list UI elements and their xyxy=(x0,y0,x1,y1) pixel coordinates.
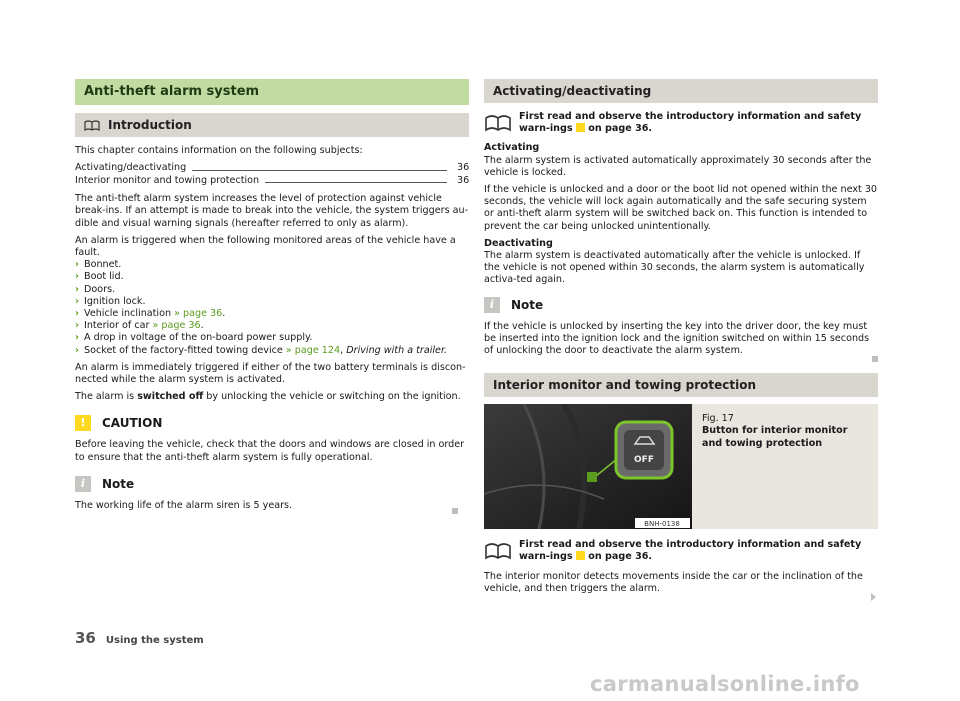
chevron-right-icon: › xyxy=(75,283,79,295)
interior-button-illustration xyxy=(484,404,692,529)
toc xyxy=(75,162,469,187)
figure-photo xyxy=(484,404,692,529)
list-item: › Vehicle inclination » page 36. xyxy=(75,308,226,320)
chevron-right-icon: › xyxy=(75,320,79,332)
activating-text: Activating The alarm system is activated automatically approximately 30 seconds after the vehicle is locked. xyxy=(484,142,872,178)
section-title-monitor: Interior monitor and towing protection xyxy=(493,378,757,393)
read-first-notice: First read and observe the introductory information and safety warn-ings on page 36. xyxy=(484,539,878,563)
watermark: carmanualsonline.info xyxy=(590,672,860,696)
figure-caption xyxy=(692,404,878,529)
chevron-right-icon: › xyxy=(75,344,79,356)
paragraph-protection: The anti-theft alarm system increases the level of protection against vehicle break-ins. If an attempt is made to break into the vehicle, the system triggers au-dible and visual warning signals (hereafter referred to only as alarm). xyxy=(75,193,469,229)
photo-code: BNH-0138 xyxy=(644,520,680,529)
info-icon: i xyxy=(484,297,500,313)
monitor-text: The interior monitor detects movements inside the car or the inclination of the vehicle, and then triggers the alarm. xyxy=(484,570,863,594)
chevron-right-icon: › xyxy=(75,259,79,271)
section-end-mark xyxy=(452,508,458,514)
paragraph-battery: An alarm is immediately triggered if either of the two battery terminals is discon-nected while the alarm system is activated. xyxy=(75,361,466,386)
footer-section-title: Using the system xyxy=(105,635,204,646)
toc-page: 36 xyxy=(457,162,470,174)
list-item: › Interior of car » page 36. xyxy=(75,320,204,332)
book-icon xyxy=(484,542,512,560)
introduction-bar xyxy=(75,113,469,137)
toc-label: Activating/deactivating xyxy=(75,162,187,174)
page-link[interactable]: » page 36 xyxy=(152,320,201,332)
page-link[interactable]: » page 124 xyxy=(285,344,341,356)
right-column xyxy=(484,79,878,600)
note-title: Note xyxy=(102,476,135,491)
activating-text-2: If the vehicle is unlocked and a door or the boot lid not opened within the next 30 seconds, the vehicle will lock again automatically and the safe securing system or anti-theft alarm system will be switched back on. This function is intended to prevent the car being unlocked unintentionally. xyxy=(484,184,878,232)
read-first-notice: First read and observe the introductory information and safety warn-ings on page 36. xyxy=(484,111,878,135)
left-column xyxy=(75,79,469,517)
section-title-bar xyxy=(484,373,878,397)
list-item: › Ignition lock. xyxy=(75,295,146,307)
list-item: › Doors. xyxy=(75,283,116,295)
list-item: › A drop in voltage of the on-board power supply. xyxy=(75,332,313,344)
caution-text: Before leaving the vehicle, check that the doors and windows are closed in order to ensure that the anti-theft alarm system is fully operational. xyxy=(75,439,465,463)
chapter-title-bar xyxy=(75,79,469,105)
info-icon: i xyxy=(75,476,91,492)
toc-row[interactable] xyxy=(75,162,469,175)
activating-heading: Activating xyxy=(484,142,540,154)
introduction-heading: Introduction xyxy=(108,117,192,132)
continue-arrow-icon xyxy=(871,593,876,601)
figure xyxy=(484,404,878,529)
warning-icon xyxy=(576,551,585,560)
toc-label: Interior monitor and towing protection xyxy=(75,174,260,186)
deactivating-heading: Deactivating xyxy=(484,237,553,249)
note-title: Note xyxy=(511,297,544,312)
caution-header xyxy=(75,415,469,431)
toc-row[interactable] xyxy=(75,175,469,188)
list-item: › Bonnet. xyxy=(75,259,122,271)
note-text: The working life of the alarm siren is 5 years. xyxy=(75,499,293,511)
figure-label: Fig. 17 xyxy=(702,413,734,425)
list-item: › Socket of the factory-fitted towing device » page 124, Driving with a trailer. xyxy=(75,344,448,356)
chapter-title: Anti-theft alarm system xyxy=(84,83,260,99)
monitored-areas-list xyxy=(75,259,469,357)
toc-leader xyxy=(192,166,447,171)
warning-icon: ! xyxy=(75,415,91,431)
note-header xyxy=(75,476,469,492)
toc-page: 36 xyxy=(457,174,470,186)
page-number: 36 xyxy=(75,629,96,647)
book-icon xyxy=(84,120,100,131)
chevron-right-icon: › xyxy=(75,295,79,307)
section-title-activating: Activating/deactivating xyxy=(493,83,652,98)
page-footer xyxy=(75,629,204,647)
section-title-bar xyxy=(484,79,878,103)
paragraph-trigger: An alarm is triggered when the following monitored areas of the vehicle have a fault. xyxy=(75,234,456,259)
toc-leader xyxy=(265,178,447,183)
book-icon xyxy=(484,114,512,132)
chevron-right-icon: › xyxy=(75,308,79,320)
section-end-mark xyxy=(872,356,878,362)
warning-icon xyxy=(576,123,585,132)
note-header xyxy=(484,297,878,313)
list-item: › Boot lid. xyxy=(75,271,124,283)
chevron-right-icon: › xyxy=(75,332,79,344)
note-text: If the vehicle is unlocked by inserting the key into the driver door, the key must be inserted into the ignition lock and the ignition switched on within 15 seconds of unlocking the door to deactivate the alarm system. xyxy=(484,320,870,357)
page-link[interactable]: » page 36 xyxy=(174,308,223,320)
deactivating-text: Deactivating The alarm system is deactivated automatically after the vehicle is unlocked. If the vehicle is not opened within 30 seconds, the alarm system is automatically activa-ted again. xyxy=(484,237,865,286)
chevron-right-icon: › xyxy=(75,271,79,283)
paragraph-switch-off: The alarm is switched off by unlocking the vehicle or switching on the ignition. xyxy=(75,391,461,403)
off-button-label: OFF xyxy=(634,455,654,466)
figure-caption-text: Button for interior monitor and towing protection xyxy=(702,425,848,449)
caution-title: CAUTION xyxy=(102,416,163,431)
intro-text: This chapter contains information on the following subjects: xyxy=(75,145,363,156)
